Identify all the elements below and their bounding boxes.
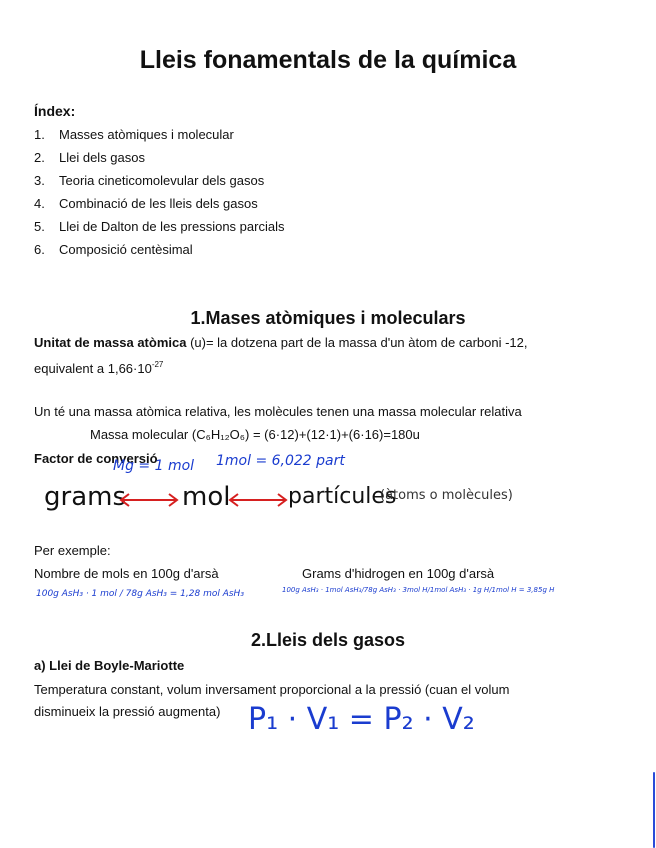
conversion-factor-label: Factor de conversió bbox=[34, 451, 158, 466]
hand-calc-right: 100g AsH₃ · 1mol AsH₃/78g AsH₃ · 3mol H/1mol AsH₃ · 1g H/1mol H = 3,85g H bbox=[282, 586, 555, 594]
example-label: Per exemple: bbox=[34, 543, 111, 558]
index-list bbox=[34, 123, 284, 261]
index-heading: Índex: bbox=[34, 103, 76, 119]
page-title: Lleis fonamentals de la química bbox=[139, 46, 517, 74]
hand-particules: partícules bbox=[288, 484, 397, 509]
hand-mol: mol bbox=[182, 482, 231, 512]
scrollbar[interactable] bbox=[653, 772, 655, 848]
index-item: 5. Llei de Dalton de les pressions parcials bbox=[34, 219, 285, 234]
double-arrow-icon bbox=[227, 492, 289, 508]
boyle-mariotte-heading: a) Llei de Boyle-Mariotte bbox=[34, 658, 185, 673]
hand-particules-note: (àtoms o molècules) bbox=[380, 488, 513, 503]
hand-note-mol: 1mol = 6,022 part bbox=[216, 453, 345, 469]
boyle-mariotte-text: Temperatura constant, volum inversament proporcional a la pressió (cuan el volum disminueix la pressió augmenta) bbox=[34, 682, 510, 719]
hand-note-mg: Mg = 1 mol bbox=[113, 458, 195, 474]
index-item: 2. Llei dels gasos bbox=[34, 150, 145, 165]
section-2-title: 2.Lleis dels gasos bbox=[250, 630, 406, 650]
index-item: 1. Masses atòmiques i molecular bbox=[34, 127, 234, 142]
example-left-text: Nombre de mols en 100g d'arsà bbox=[34, 566, 219, 581]
index-item: 3. Teoria cineticomolevular dels gasos bbox=[34, 173, 265, 188]
hand-boyle-formula: P₁ · V₁ = P₂ · V₂ bbox=[248, 702, 475, 737]
molar-mass-example: Massa molecular (C₆H₁₂O₆) = (6·12)+(12·1)+(6·16)=180u bbox=[90, 427, 420, 442]
section-1-title: 1.Mases atòmiques i moleculars bbox=[190, 308, 466, 328]
relative-mass-text: Un té una massa atòmica relativa, les molècules tenen una massa molecular relativa bbox=[34, 404, 522, 419]
index-item: 6. Composició centèsimal bbox=[34, 242, 193, 257]
hand-grams: grams bbox=[44, 482, 126, 512]
index-item: 4. Combinació de les lleis dels gasos bbox=[34, 196, 258, 211]
uma-definition: Unitat de massa atòmica (u)= la dotzena part de la massa d'un àtom de carboni -12, equivalent a $1,66\cdot 10^{-27}$ bbox=[34, 335, 528, 376]
double-arrow-icon bbox=[118, 492, 180, 508]
hand-calc-left: 100g AsH₃ · 1 mol / 78g AsH₃ = 1,28 mol AsH₃ bbox=[36, 589, 244, 599]
example-right-text: Grams d'hidrogen en 100g d'arsà bbox=[302, 566, 495, 581]
